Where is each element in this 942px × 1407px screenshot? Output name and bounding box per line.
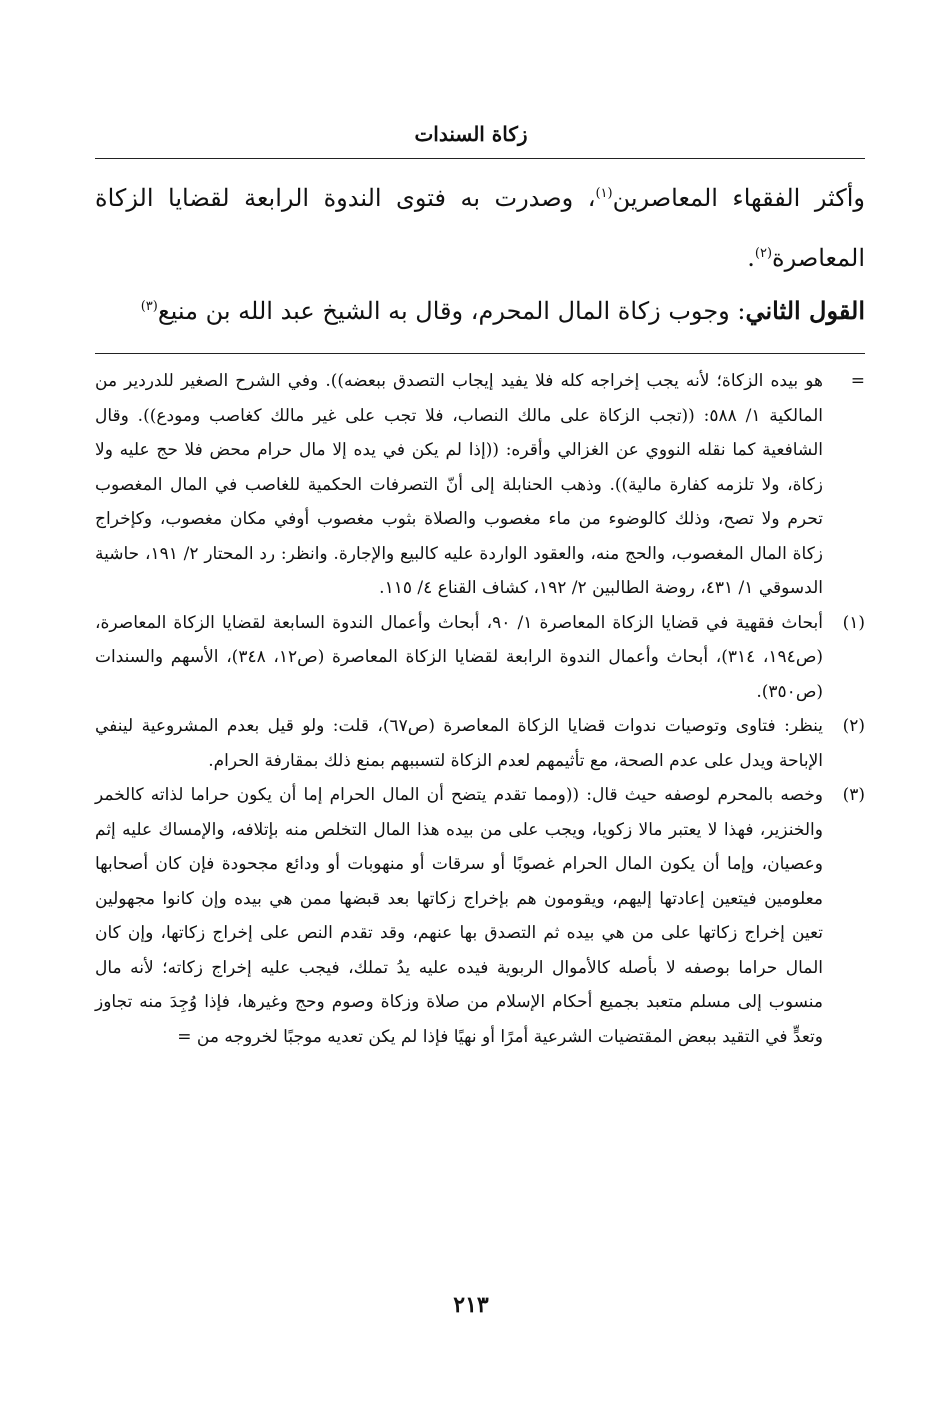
second-opinion-label: القول الثاني bbox=[745, 296, 865, 325]
footnote-ref-3[interactable]: (٣) bbox=[140, 299, 158, 314]
footnote-text: أبحاث فقهية في قضايا الزكاة المعاصرة ١/ ٩٠، أبحاث وأعمال الندوة السابعة لقضايا الزكاة المعاصرة، (ص١٩٤، ٣١٤)، أبحاث وأعمال الندوة الرابعة لقضايا الزكاة المعاصرة (ص١٢، ٣٤٨)، الأسهم والسندات (ص٣٥٠). bbox=[95, 612, 824, 702]
main-text-block bbox=[95, 168, 865, 288]
footnote-text: هو بيده الزكاة؛ لأنه يجب إخراجه كله فلا يفيد إيجاب التصدق ببعضه)). وفي الشرح الصغير للدردير من المالكية ١/ ٥٨٨: ((تجب الزكاة على مالك النصاب، فلا تجب على غير مالك كغاصب ومودع)). وقال الشافعية كما نقله النووي عن الغزالي وأقره: ((إذا لم يكن في يده إلا مال حرام محض فلا حج عليه ولا زكاة، ولا تلزمه كفارة مالية)). وذهب الحنابلة إلى أنّ التصرفات الحكمية للغاصب في المال المغصوب تحرم ولا تصح، وذلك كالوضوء من ماء مغصوب والصلاة بثوب مغصوب أوفي مكان مغصوب، وكإخراج زكاة المال المغصوب، والحج منه، والعقود الواردة عليه كالبيع والإجارة. وانظر: رد المحتار ٢/ ١٩١، حاشية الدسوقي ١/ ٤٣١، روضة الطالبين ٢/ ١٩٢، كشاف القناع ٤/ ١١٥. bbox=[95, 371, 824, 598]
page-number: ٢١٣ bbox=[453, 1292, 489, 1318]
footnote-ref-1[interactable]: (١) bbox=[595, 186, 613, 201]
footnote-3 bbox=[95, 778, 865, 1054]
running-title: زكاة السندات bbox=[414, 122, 528, 146]
footnote-continuation bbox=[95, 364, 865, 606]
second-opinion bbox=[95, 286, 865, 336]
footnote-number: (٣) bbox=[842, 785, 865, 805]
header-divider bbox=[95, 158, 865, 159]
paragraph-text: ، وصدرت به فتوى الندوة الرابعة لقضايا الزكاة المعاصرة bbox=[95, 184, 865, 272]
paragraph-contemporary-scholars bbox=[95, 168, 865, 288]
footnote-1 bbox=[95, 606, 865, 710]
second-opinion-text: : وجوب زكاة المال المحرم، وقال به الشيخ عبد الله بن منيع bbox=[157, 297, 746, 325]
continuation-mark: = bbox=[850, 371, 865, 391]
paragraph-text: . bbox=[747, 244, 755, 272]
paragraph-text: وأكثر الفقهاء المعاصرين bbox=[612, 184, 865, 212]
footnotes-divider bbox=[95, 353, 865, 354]
footnote-number: (٢) bbox=[842, 716, 865, 736]
footnote-text: وخصه بالمحرم لوصفه حيث قال: ((ومما تقدم يتضح أن المال الحرام إما أن يكون حراما لذاته كالخمر والخنزير، فهذا لا يعتبر مالا زكويا، ويجب على من بيده هذا المال التخلص منه بإتلافه، والإمساك عليه إثم وعصيان، وإما أن يكون المال الحرام غصوبًا أو سرقات أو منهوبات أو ودائع مجحودة فإن كان أصحابها معلومين فيتعين إعادتها إليهم، ويقومون هم بإخراج زكاتها بعد قبضها ممن هي بيده وإن كانوا مجهولين تعين إخراج زكاتها على من هي بيده ثم التصدق بها عنهم، وقد تقدم النص على إخراج زكاتها، وإن كان المال حراما بوصفه لا بأصله كالأموال الربوية فيده عليه يدُ تملك، فيجب عليه إخراج زكاته؛ لأنه مال منسوب إلى مسلم متعبد بجميع أحكام الإسلام من صلاة وزكاة وصوم وحج وغيرها، فإذا وُجِدَ منه تجاوز وتعدٍّ في التقيد ببعض المقتضيات الشرعية أمرًا أو نهيًا فإذا لم يكن تعديه موجبًا لخروجه من = bbox=[95, 785, 823, 1047]
footnote-text: ينظر: فتاوى وتوصيات ندوات قضايا الزكاة المعاصرة (ص٦٧)، قلت: ولو قيل بعدم المشروعية لينفي الإباحة ويدل على عدم الصحة، مع تأثيمهم لعدم الزكاة لتسببهم بمنع ذلك بمقارفة الحرام. bbox=[95, 716, 824, 771]
footnote-number: (١) bbox=[842, 612, 865, 633]
footnotes-section bbox=[95, 364, 865, 1054]
footnote-ref-2[interactable]: (٢) bbox=[754, 246, 773, 261]
footnote-2 bbox=[95, 709, 865, 778]
